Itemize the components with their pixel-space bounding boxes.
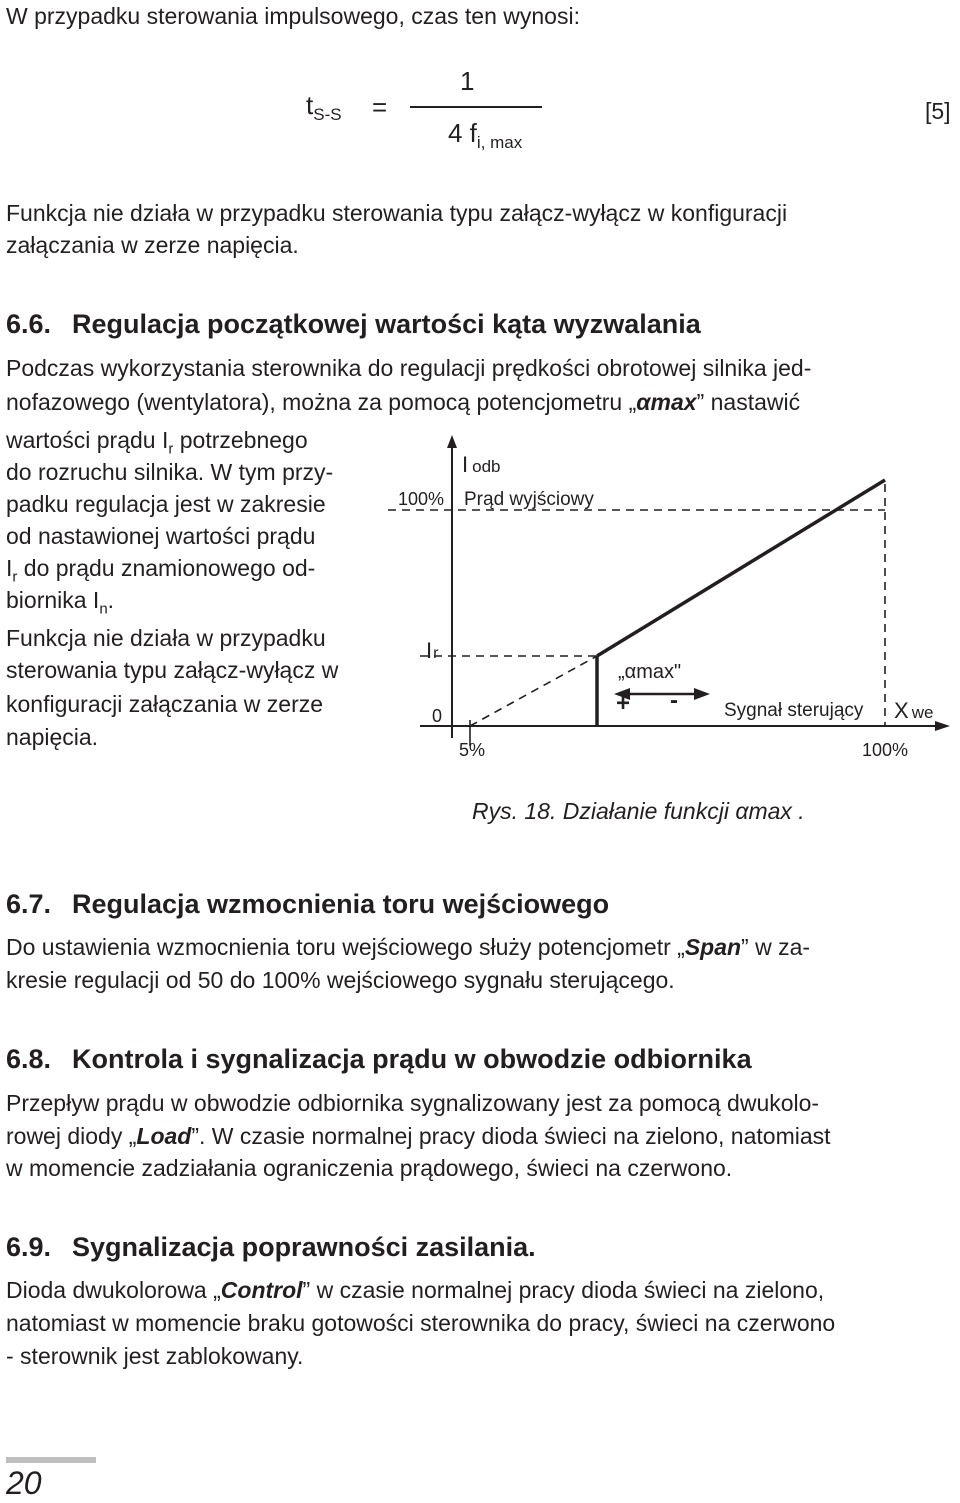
y-axis-arrow: [447, 435, 457, 448]
section-69-line-3: - sterownik jest zablokowany.: [6, 1343, 304, 1369]
section-69-line-1: [6, 1274, 824, 1307]
y-axis-label: [462, 452, 501, 477]
formula-lhs: [306, 90, 342, 125]
x-axis-label-main: X: [894, 698, 909, 723]
subscript: n: [99, 600, 108, 618]
x-axis-arrow: [935, 721, 950, 731]
minus-sign: -: [670, 687, 678, 714]
section-67-line-1: [6, 931, 810, 964]
x-axis-label-sub: we: [911, 703, 934, 722]
section-number: 6.9.: [6, 1232, 52, 1262]
text-span: rowej diody „: [6, 1123, 137, 1149]
narrow-line-3: padku regulacja jest w zakresie: [6, 491, 326, 517]
section-heading-6-7: [6, 888, 609, 921]
narrow-line-2: do rozruchu silnika. W tym przy-: [6, 459, 334, 485]
text-span: .: [107, 587, 115, 613]
output-ramp: [597, 480, 885, 656]
label-5: 5%: [459, 740, 486, 760]
signal-label: Sygnał sterujący: [724, 700, 864, 721]
section-66-line-2: [6, 386, 800, 419]
section-title: Regulacja początkowej wartości kąta wyzwalania: [72, 309, 701, 339]
y-axis-label-sub: odb: [472, 457, 501, 476]
ir-label-main: I: [426, 638, 433, 663]
alpha-max-diagram: [0, 430, 960, 770]
narrow-line-4: od nastawionej wartości prądu: [6, 523, 316, 549]
plus-sign: +: [616, 690, 631, 717]
text-span: ” nastawić: [696, 389, 801, 415]
section-heading-6-8: [6, 1043, 752, 1076]
y-axis-label-main: I: [462, 452, 469, 477]
text-span: ” w za-: [741, 934, 811, 960]
section-heading-6-9: [6, 1231, 536, 1264]
section-67-line-2: kresie regulacji od 50 do 100% wejściowego sygnału sterującego.: [6, 967, 675, 993]
text-span: wartości prądu I: [6, 427, 169, 453]
formula-ref: [5]: [925, 98, 951, 124]
formula-lhs-main: t: [306, 90, 314, 120]
text-span: Do ustawienia wzmocnienia toru wejściowego służy potencjometr „: [6, 934, 685, 960]
text-span: nofazowego (wentylatora), można za pomocą potencjometru „: [6, 389, 637, 415]
load-term: Load: [136, 1123, 192, 1149]
text-span: ”. W czasie normalnej pracy dioda świeci na zielono, natomiast: [191, 1123, 831, 1149]
narrow-line-8: sterowania typu załącz-wyłącz w: [6, 657, 339, 683]
section-68-line-2: [6, 1120, 831, 1153]
note-line-2: załączania w zerze napięcia.: [6, 232, 299, 258]
formula-denominator: [448, 118, 522, 153]
section-title: Regulacja wzmocnienia toru wejściowego: [72, 889, 610, 919]
section-66-line-1: Podczas wykorzystania sterownika do regulacji prędkości obrotowej silnika jed-: [6, 355, 812, 381]
formula: [0, 62, 960, 162]
page-number: 20: [6, 1465, 42, 1501]
formula-equals: =: [372, 92, 388, 122]
ir-label: [426, 638, 439, 663]
section-68-line-1: Przepływ prądu w obwodzie odbiornika sygnalizowany jest za pomocą dwukolo-: [6, 1090, 820, 1116]
section-69-line-2: natomiast w momencie braku gotowości sterownika do pracy, świeci na czerwono: [6, 1310, 836, 1336]
output-label: Prąd wyjściowy: [464, 489, 594, 510]
page-number-rule: [6, 1457, 96, 1463]
arrow-right-head: [694, 688, 710, 700]
label-100-left: 100%: [398, 489, 445, 509]
label-100-bottom: 100%: [862, 740, 909, 760]
formula-denominator-main: 4 f: [448, 118, 477, 148]
text-span: potrzebnego: [173, 427, 308, 453]
figure-caption: Rys. 18. Działanie funkcji αmax .: [472, 798, 805, 824]
narrow-line-7: Funkcja nie działa w przypadku: [6, 625, 326, 651]
zero-label: 0: [432, 706, 443, 726]
x-axis-label: [894, 698, 933, 723]
span-term: Span: [684, 934, 742, 960]
section-68-line-3: w momencie zadziałania ograniczenia prądowego, świeci na czerwono.: [6, 1155, 733, 1181]
fraction-bar: [410, 106, 542, 108]
narrow-line-10: napięcia.: [6, 724, 99, 750]
diagonal-dashed-line: [470, 656, 597, 726]
text-span: do prądu znamionowego od-: [17, 555, 316, 581]
section-title: Sygnalizacja poprawności zasilania.: [72, 1232, 536, 1262]
alpha-max-term: αmax: [636, 389, 697, 415]
subscript: r: [12, 568, 18, 586]
note-line-1: Funkcja nie działa w przypadku sterowania typu załącz-wyłącz w konfiguracji: [6, 200, 788, 226]
control-term: Control: [220, 1277, 303, 1303]
formula-lhs-sub: S-S: [313, 105, 342, 125]
section-number: 6.7.: [6, 889, 52, 919]
narrow-line-9: konfiguracji załączania w zerze: [6, 691, 324, 717]
section-number: 6.8.: [6, 1044, 52, 1074]
section-heading-6-6: [6, 308, 701, 341]
text-span: biornika I: [6, 587, 100, 613]
section-title: Kontrola i sygnalizacja prądu w obwodzie odbiornika: [72, 1044, 752, 1074]
alpha-max-label: „αmax": [618, 661, 682, 683]
formula-numerator: 1: [460, 66, 475, 96]
ir-label-sub: r: [433, 645, 439, 662]
section-number: 6.6.: [6, 309, 52, 339]
text-span: I: [6, 555, 13, 581]
intro-text: W przypadku sterowania impulsowego, czas ten wynosi:: [6, 3, 580, 29]
text-span: ” w czasie normalnej pracy dioda świeci na zielono,: [302, 1277, 825, 1303]
formula-denominator-sub: i, max: [476, 133, 523, 153]
subscript: r: [168, 440, 174, 458]
text-span: Dioda dwukolorowa „: [6, 1277, 221, 1303]
